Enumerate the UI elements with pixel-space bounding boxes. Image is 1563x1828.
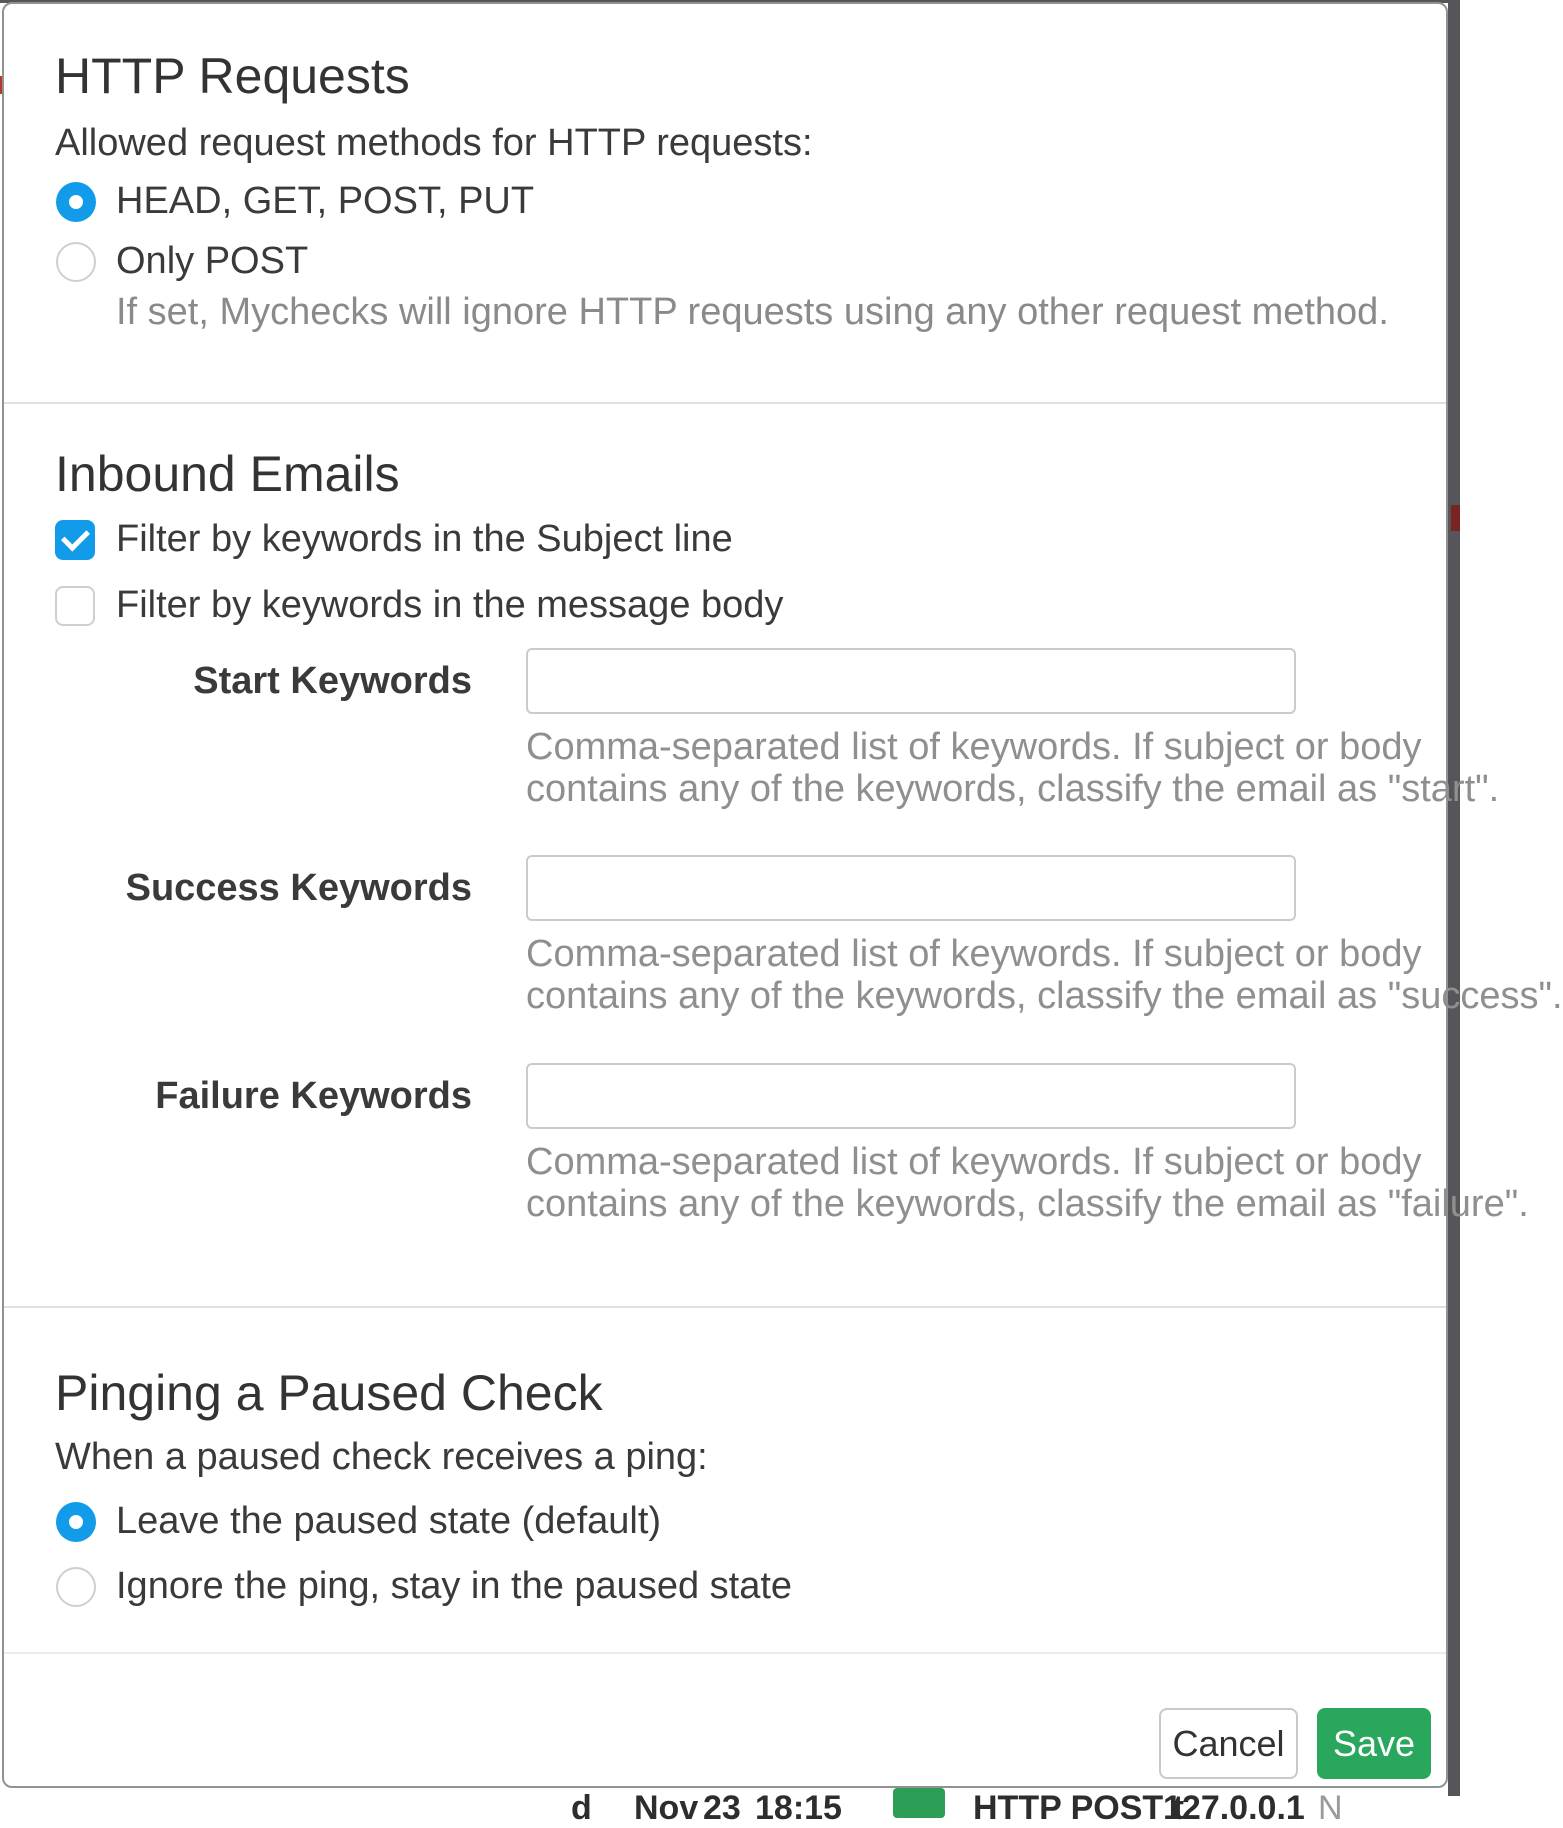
start-keywords-help xyxy=(526,726,1499,810)
checkbox-label[interactable]: Filter by keywords in the Subject line xyxy=(116,518,733,560)
radio-option-ignore-ping[interactable] xyxy=(56,1565,792,1608)
checkmark-icon xyxy=(61,522,90,551)
help-line: Comma-separated list of keywords. If subject or body xyxy=(526,1141,1422,1183)
background-text-fragment: N xyxy=(1318,1789,1343,1827)
radio-option-leave-paused-state[interactable] xyxy=(56,1500,661,1543)
checkbox-filter-body[interactable] xyxy=(55,584,783,627)
section-title-http-requests: HTTP Requests xyxy=(55,48,410,104)
only-post-help-text: If set, Mychecks will ignore HTTP requests using any other request method. xyxy=(116,291,1389,333)
background-text-fragment: Nov xyxy=(634,1789,699,1827)
section-divider xyxy=(4,402,1446,404)
radio-label[interactable]: HEAD, GET, POST, PUT xyxy=(116,180,535,222)
cancel-button[interactable]: Cancel xyxy=(1159,1708,1298,1779)
help-line: Comma-separated list of keywords. If subject or body xyxy=(526,726,1422,768)
start-keywords-label: Start Keywords xyxy=(193,660,472,702)
radio-button-selected[interactable] xyxy=(56,182,96,222)
failure-keywords-input[interactable] xyxy=(526,1063,1296,1129)
help-line: Comma-separated list of keywords. If subject or body xyxy=(526,933,1422,975)
radio-button-unselected[interactable] xyxy=(56,1567,96,1607)
radio-dot-icon xyxy=(69,195,83,209)
checkbox-unchecked[interactable] xyxy=(55,586,95,626)
start-keywords-input[interactable] xyxy=(526,648,1296,714)
status-badge xyxy=(893,1788,945,1818)
radio-option-only-post[interactable] xyxy=(56,240,308,283)
checkbox-filter-subject[interactable] xyxy=(55,518,733,561)
background-text-fragment: 18:15 xyxy=(755,1789,842,1827)
section-title-inbound-emails: Inbound Emails xyxy=(55,446,400,502)
radio-label[interactable]: Only POST xyxy=(116,240,309,282)
checkbox-checked[interactable] xyxy=(55,520,95,560)
radio-button-selected[interactable] xyxy=(56,1502,96,1542)
help-line: contains any of the keywords, classify the email as "start". xyxy=(526,768,1500,810)
background-text-fragment: HTTP POST t xyxy=(973,1789,1184,1827)
footer-divider xyxy=(4,1652,1446,1654)
help-line: contains any of the keywords, classify the email as "failure". xyxy=(526,1183,1529,1225)
failure-keywords-label: Failure Keywords xyxy=(155,1075,472,1117)
failure-keywords-help xyxy=(526,1141,1529,1225)
radio-button-unselected[interactable] xyxy=(56,242,96,282)
radio-option-head-get-post-put[interactable] xyxy=(56,180,534,223)
paused-check-intro: When a paused check receives a ping: xyxy=(55,1436,708,1478)
background-text-fragment: 23 xyxy=(703,1789,741,1827)
background-text-fragment: d xyxy=(571,1789,592,1827)
success-keywords-label: Success Keywords xyxy=(125,867,472,909)
background-page-row xyxy=(0,1788,1448,1827)
scrollbar[interactable] xyxy=(1448,0,1460,1796)
radio-label[interactable]: Leave the paused state (default) xyxy=(116,1500,662,1542)
section-divider xyxy=(4,1306,1446,1308)
radio-dot-icon xyxy=(69,1515,83,1529)
background-text-fragment: 127.0.0.1 xyxy=(1163,1789,1305,1827)
success-keywords-help xyxy=(526,933,1563,1017)
http-requests-intro: Allowed request methods for HTTP requests: xyxy=(55,122,813,164)
radio-label[interactable]: Ignore the ping, stay in the paused state xyxy=(116,1565,793,1607)
scrollbar-notch xyxy=(1451,505,1460,531)
settings-modal xyxy=(2,2,1563,1788)
section-title-pinging-paused-check: Pinging a Paused Check xyxy=(55,1365,603,1421)
save-button[interactable]: Save xyxy=(1317,1708,1431,1779)
success-keywords-input[interactable] xyxy=(526,855,1296,921)
help-line: contains any of the keywords, classify the email as "success". xyxy=(526,975,1563,1017)
checkbox-label[interactable]: Filter by keywords in the message body xyxy=(116,584,784,626)
